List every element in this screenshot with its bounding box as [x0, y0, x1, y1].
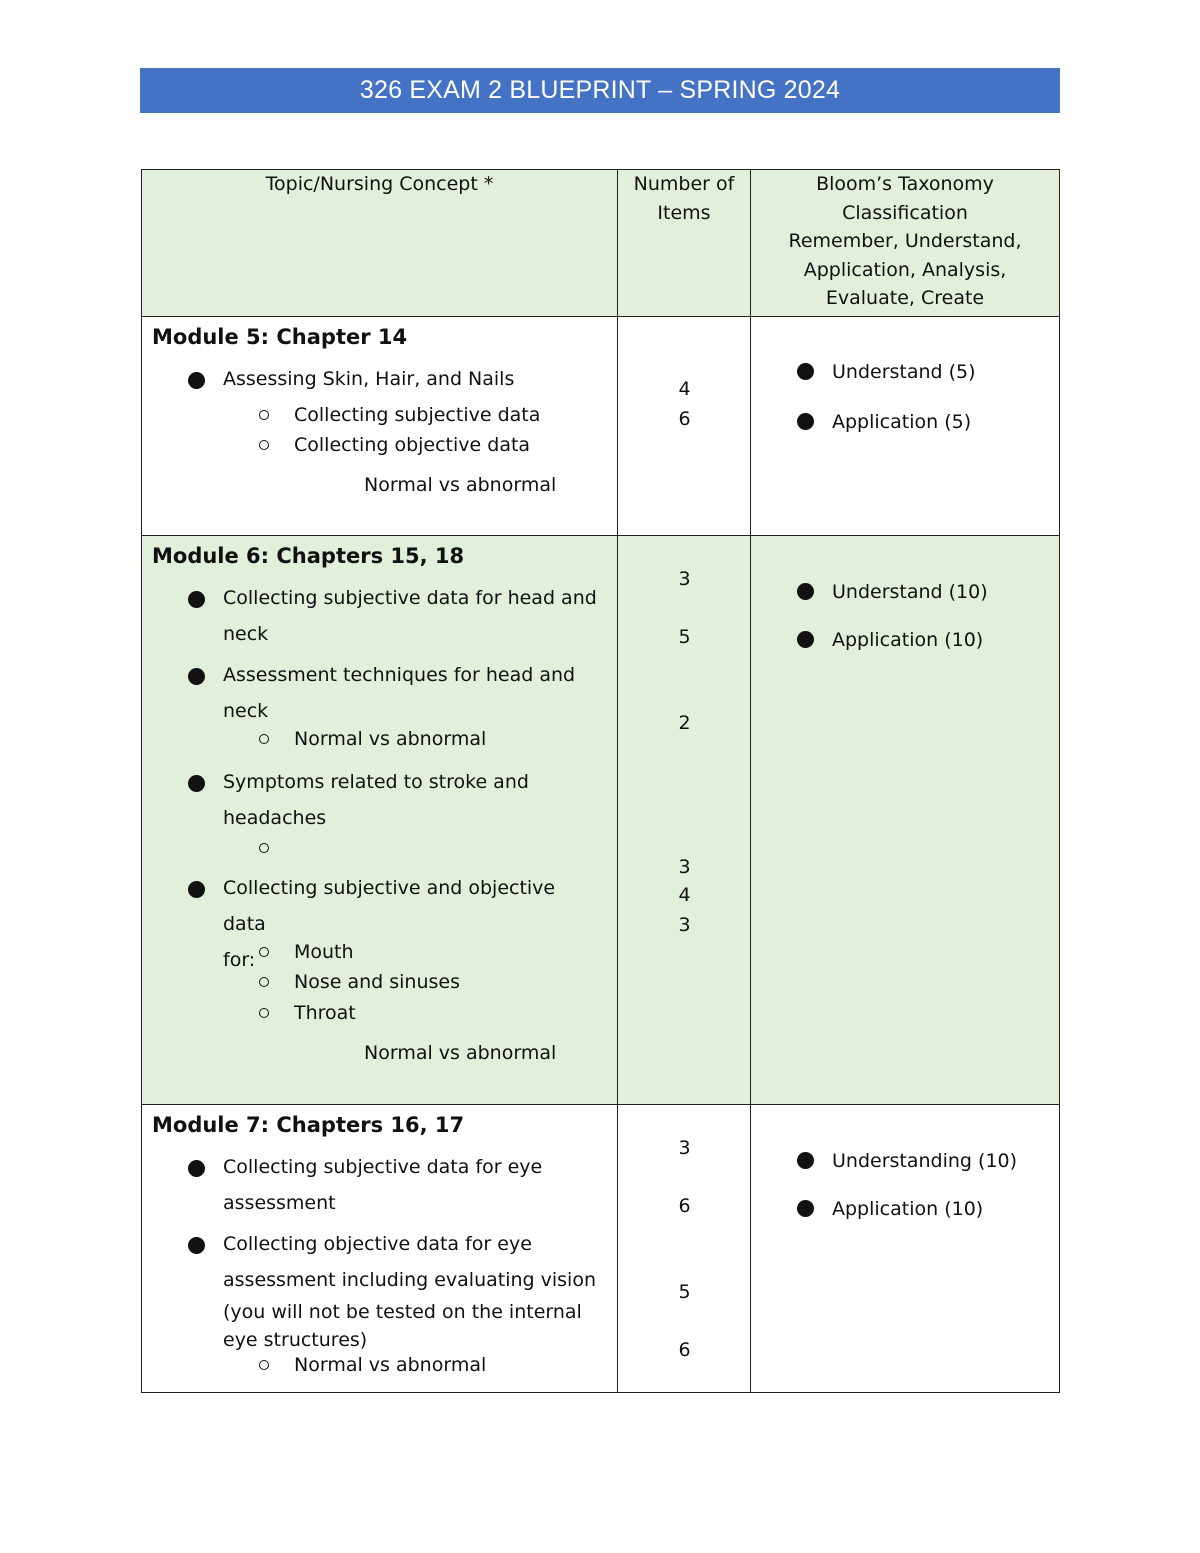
bloom-level: Understand (10) [797, 577, 988, 607]
module-6-bullet: Symptoms related to stroke and headaches [188, 764, 598, 836]
module-6-bloom-cell [751, 536, 1060, 1105]
module-6-items-cell [618, 536, 751, 1105]
module-6-bullet: Assessment techniques for head and neck [188, 657, 598, 729]
module-7-title: Module 7: Chapters 16, 17 [152, 1113, 465, 1137]
item-count: 4 [678, 378, 691, 400]
bloom-level: Application (5) [797, 407, 971, 437]
bloom-level: Understand (5) [797, 357, 976, 387]
item-count: 3 [678, 856, 691, 878]
module-6-sub-item: Mouth [258, 937, 354, 967]
module-5-row [142, 317, 1060, 536]
module-5-note: Normal vs abnormal [364, 474, 557, 496]
module-6-sub-item: Nose and sinuses [258, 967, 460, 997]
module-6-sub-item: Throat [258, 998, 356, 1028]
item-count: 3 [678, 914, 691, 936]
module-5-sub-item: Collecting subjective data [258, 400, 540, 430]
module-6-empty-sub-item [258, 833, 278, 863]
module-7-items-cell [618, 1105, 751, 1393]
module-6-bullet: Collecting subjective data for head and neck [188, 580, 598, 652]
module-6-topic-cell [142, 536, 618, 1105]
blueprint-table [141, 169, 1060, 1393]
module-6-sub-item: Normal vs abnormal [258, 724, 486, 754]
module-5-items-cell [618, 317, 751, 536]
item-count: 4 [678, 884, 691, 906]
module-7-sub-item: Normal vs abnormal [258, 1350, 486, 1380]
bloom-level: Application (10) [797, 1194, 983, 1224]
module-7-bloom-cell [751, 1105, 1060, 1393]
module-6-row [142, 536, 1060, 1105]
module-7-row [142, 1105, 1060, 1393]
header-number-of-items: Number of Items [618, 170, 751, 317]
item-count: 2 [678, 712, 691, 734]
item-count: 6 [678, 1339, 691, 1361]
bloom-level: Understanding (10) [797, 1146, 1017, 1176]
module-7-topic-cell [142, 1105, 618, 1393]
item-count: 6 [678, 408, 691, 430]
module-5-bullet: Assessing Skin, Hair, and Nails [188, 361, 598, 397]
item-count: 6 [678, 1195, 691, 1217]
item-count: 3 [678, 568, 691, 590]
module-6-note: Normal vs abnormal [364, 1042, 557, 1064]
module-7-bullet: Collecting objective data for eye assessment including evaluating vision (you will not be tested on the internal eye structures) [188, 1226, 598, 1354]
table-header-row [142, 170, 1060, 317]
module-6-bullet: Collecting subjective and objective data for: [188, 870, 598, 978]
page-title: 326 EXAM 2 BLUEPRINT – SPRING 2024 [140, 68, 1060, 113]
header-topic: Topic/Nursing Concept * [142, 170, 618, 317]
item-count: 3 [678, 1137, 691, 1159]
item-count: 5 [678, 626, 691, 648]
module-5-topic-cell [142, 317, 618, 536]
header-blooms-taxonomy: Bloom’s Taxonomy Classification Remember, Understand, Application, Analysis, Evaluate, Create [751, 170, 1060, 317]
module-5-sub-item: Collecting objective data [258, 430, 530, 460]
module-5-title: Module 5: Chapter 14 [152, 325, 408, 349]
module-7-bullet: Collecting subjective data for eye assessment [188, 1149, 598, 1221]
module-5-bloom-cell [751, 317, 1060, 536]
bloom-level: Application (10) [797, 625, 983, 655]
item-count: 5 [678, 1281, 691, 1303]
module-6-title: Module 6: Chapters 15, 18 [152, 544, 465, 568]
